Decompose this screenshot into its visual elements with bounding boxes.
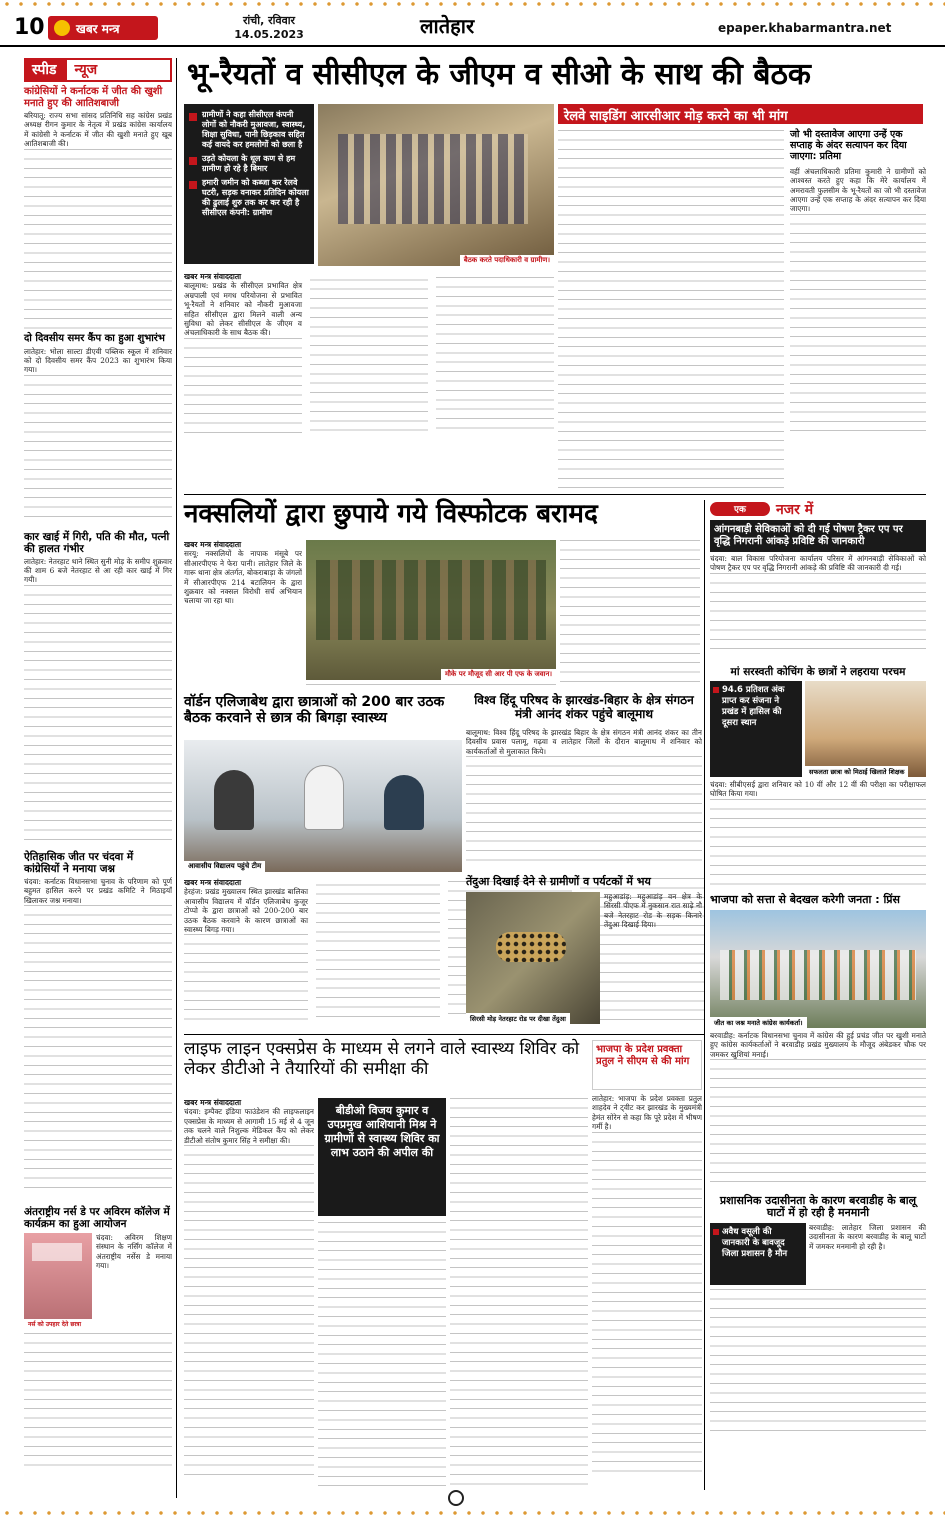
column-rule <box>176 58 177 1498</box>
nazar-item-body: चंदवा: बाल विकास परियोजना कार्यालय परिसर में आंगनबाड़ी सेविकाओं को पोषण ट्रैकर एप पर वृद्धि निगरानी आंकड़े की प्रविष्टि की जानकारी दी गई। <box>710 554 926 662</box>
nazar-label-b: नजर में <box>776 501 814 518</box>
lead-byline: खबर मन्त्र संवाददाता <box>184 272 242 281</box>
news-item-title: कार खाई में गिरी, पति की मौत, पत्नी की हालत गंभीर <box>24 530 170 555</box>
section-rule <box>184 494 926 495</box>
issue-date: 14.05.2023 <box>234 28 304 41</box>
lead-photo <box>318 104 554 266</box>
news-item-body: लातेहार: नेतरहाट थाने स्थित सुनी मोड़ के समीप शुक्रवार की शाम 6 बजे नेतरहाट से आ रही कार खाई में गिर गयी। <box>24 557 172 847</box>
city-date <box>224 13 314 41</box>
lead-bullet: ग्रामीणों ने कहा सीसीएल कंपनी लोगों को नौकरी मुआवजा, स्वास्थ्य, शिक्षा सुविधा, पानी छिड़काव सहित कई वायदे कर हमलोगों को छला है <box>189 110 309 150</box>
leopard-headline: तेंदुआ दिखाई देने से ग्रामीणों व पर्यटकों में भय <box>466 875 651 888</box>
news-item-body-cont <box>24 1333 172 1473</box>
lead-body-cont <box>558 130 784 490</box>
lead-photo-caption: बैठक करते पदाधिकारी व ग्रामीण। <box>460 255 554 266</box>
warden-byline: खबर मन्त्र संवाददाता <box>184 878 242 887</box>
bjp-body: लातेहार: भाजपा के प्रदेश प्रवक्ता प्रतुल शाहदेव ने ट्वीट कर झारखंड के मुख्यमंत्री हेमंत सोरेन से कहा कि पूरे प्रदेश में भीषण गर्मी है। <box>592 1094 702 1490</box>
speed-news-label <box>24 58 172 82</box>
sand-inset: अवैध वसूली की जानकारी के बावजूद जिला प्रशासन है मौन <box>710 1223 806 1285</box>
speed-label: स्पीड <box>24 58 65 82</box>
warden-photo-caption: आवासीय विद्यालय पहुंचे टीम <box>184 861 265 872</box>
news-item-title: ऐतिहासिक जीत पर चंदवा में कांग्रेसियों ने मनाया जश्न <box>24 850 134 875</box>
leopard-photo <box>466 892 600 1024</box>
news-label: न्यूज <box>65 58 172 82</box>
vhp-body: बालूमाथ: विश्व हिंदू परिषद के झारखंड बिहार के क्षेत्र संगठन मंत्री आनंद शंकर का तीन दिवसीय प्रवास पलामू, गढ़वा व लातेहार जिलों के दौरान बालूमाथ में शनिवार को कार्यकर्ताओं से मुलाकात किये। <box>466 728 702 873</box>
page-header <box>0 9 945 47</box>
coaching-inset: 94.6 प्रतिशत अंक प्राप्त कर संजना ने प्रखंड में हासिल की दूसरा स्थान <box>710 681 802 777</box>
congress-photo-caption: जीत का जश्न मनाते कांग्रेस कार्यकर्ता। <box>710 1017 807 1028</box>
brand-name: खबर मन्त्र <box>76 21 120 36</box>
lead-bullet: हमारी जमीन को कब्जा कर रेलवे घटरी, सड़क वनाकर प्रतिदिन कोयला की ढुलाई शुरु तक कर कर रही है सीसीएल कंपनी: ग्रामीण <box>189 178 309 218</box>
registration-mark-icon <box>448 1490 464 1506</box>
lead-side-body: वहीं अंचलाधिकारी प्रतिमा कुमारी ने ग्रामीणों को आश्वस्त करते हुए कहा कि मेरे कार्यालय में अमरावती फुलसीम के भू-रैयतों का जो भी दस्तावेज आएगा उन्हें एक सप्ताह के अंदर सत्यापन कर दिया जाएगा। <box>790 167 926 467</box>
coaching-row <box>710 681 926 777</box>
news-item-body: चंदवा: अविरम शिक्षण संस्थान के नर्सिंग कॉलेज में अंतराष्ट्रीय नर्सेस डे मनाया गया। <box>96 1232 172 1271</box>
lifeline-body: खबर मन्त्र संवाददाता चंदवा: इम्पैक्ट इंडिया फाउंडेशन की लाइफलाइन एक्सप्रेस के माध्यम से आगामी 15 मई से 4 जून तक चलने वाले निशुल्क मेडिकल कैंप को लेकर डीटीओ संतोष कुमार सिंह ने समीक्षा की। <box>184 1098 314 1490</box>
lifeline-body-cont <box>450 1098 588 1490</box>
bottom-dot-border <box>0 1509 945 1517</box>
sand-row <box>710 1223 926 1285</box>
warden-photo <box>184 740 462 872</box>
warden-body: खबर मन्त्र संवाददाता हेरहंज: प्रखंड मुख्यालय स्थित झारखंड बालिका आवासीय विद्यालय में वॉर्डन एलिजाबेथ कुजूर टोप्पो के द्वारा छात्राओं को 200-200 बार उठक बैठक करवाने के कारण छात्राओं का स्वास्थ्य बिगड़ गया। <box>184 878 704 1030</box>
nazar-item-body: बरवाडीह: कर्नाटक विधानसभा चुनाव में कांग्रेस की हुई प्रचंड जीत पर खुशी मनाते हुए कांग्रेस कार्यकर्ताओं ने बरवाडीह प्रखंड मुख्यालय के मौजूद अंबेडकर चौक पर जमकर खुशियां मनाई। <box>710 1031 926 1191</box>
lead-headline: भू-रैयतों व सीसीएल के जीएम व सीओ के साथ की बैठक <box>187 57 811 92</box>
nazar-item-title: मां सरस्वती कोचिंग के छात्रों ने लहराया परचम <box>730 666 906 678</box>
news-item-title: दो दिवसीय समर कैंप का हुआ शुभारंभ <box>24 333 165 344</box>
nazar-label <box>710 500 926 518</box>
news-item-body: बरियातू: राज्य सभा सांसद प्रतिनिधि सह कांग्रेस प्रखंड अध्यक्ष रीगन कुमार के नेतृत्व में प्रखंड कांग्रेस कार्यालय में कांग्रेसी ने कर्नाटक में जीत की खुशी मनाते हुए खूब आतिशबाजी की। <box>24 111 172 329</box>
lifeline-body-cont <box>318 1222 446 1490</box>
bjp-headline-box <box>592 1040 702 1090</box>
lifeline-headline: लाइफ लाइन एक्सप्रेस के माध्यम से लगने वाले स्वास्थ्य शिविर को लेकर डीटीओ ने तैयारियों की समीक्षा की <box>184 1039 580 1079</box>
news-item-title: अंतराष्ट्रीय नर्स डे पर अविरम कॉलेज में कार्यक्रम का हुआ आयोजन <box>24 1205 170 1230</box>
lead-sub-banner: रेलवे साइडिंग आरसीआर मोड़ करने का भी मांग <box>558 104 923 124</box>
explosives-photo <box>306 540 556 680</box>
section-rule <box>184 1034 704 1035</box>
lead-side-head: जो भी दस्तावेज आएगा उन्हें एक सप्ताह के अंदर सत्यापन कर दिया जाएगा: प्रतिमा <box>790 129 907 162</box>
nurse-day-row <box>24 1233 172 1329</box>
vhp-headline: विश्व हिंदू परिषद के झारखंड-बिहार के क्षेत्र संगठन मंत्री आनंद शंकर पहुंचे बालूमाथ <box>474 693 694 721</box>
nazar-item-title: भाजपा को सत्ता से बेदखल करेगी जनता : प्रिंस <box>710 893 900 907</box>
nazar-item-body-cont <box>710 1289 926 1439</box>
congress-photo <box>710 910 926 1028</box>
nurse-photo: नर्स को उपहार देते छात्रा <box>24 1233 92 1329</box>
explosives-byline: खबर मन्त्र संवाददाता <box>184 540 242 549</box>
lead-bullet: उड़ते कोयला के धूल कण से हम ग्रामीण हो रहे है बिमार <box>189 154 309 174</box>
lifeline-pull-quote: बीडीओ विजय कुमार व उपप्रमुख आशियानी मिश्र ने ग्रामीणों से स्वास्थ्य शिविर का लाभ उठाने की अपील की <box>318 1098 446 1216</box>
column-rule <box>704 500 705 1490</box>
lead-body: खबर मन्त्र संवाददाता बालूमाथ: प्रखंड के सीसीएल प्रभावित क्षेत्र अम्रपाली एवं मगध परियोजना से प्रभावित भू-रैयतों ने शनिवार को नौकरी मुआवजा सहित सीसीएल द्वारा मिलने वाली अन्य सुविधा को लेकर सीसीएल के जीएम व अंचलाधिकारी के साथ बैठक की। <box>184 272 554 490</box>
leopard-body: महुआडांड़: महुआडांड़ वन क्षेत्र के सिरसी पीएफ में नुकसान रात साढ़े नौ बजे नेतरहाट रोड के सड़क किनारे तेंदुआ दिखाई दिया। <box>604 892 702 930</box>
news-item-body: चंदवा: कर्नाटक विधानसभा चुनाव के परिणाम को पूर्ण बहुमत हासिल करने पर प्रखंड कमिटि ने मिठाइयाँ खिलाकर जश्न मनाया। <box>24 877 172 1202</box>
explosives-photo-caption: मौके पर मौजूद सी आर पी एफ के जवान। <box>441 669 556 680</box>
nazar-item-body: बरवाडीह: लातेहार जिला प्रशासन की उदासीनता के कारण बरवाडीह के बालू घाटों में जमकर मनमानी हो रही है। <box>809 1222 926 1251</box>
speed-news-column <box>24 58 172 1498</box>
lead-side-box <box>790 130 926 490</box>
nazar-item-title: आंगनबाड़ी सेविकाओं को दी गई पोषण ट्रैकर एप पर वृद्धि निगरानी आंकड़े प्रविष्टि की जानकारी <box>710 520 926 552</box>
page-number: 10 <box>14 15 45 40</box>
warden-headline: वॉर्डन एलिजाबेथ द्वारा छात्राओं को 200 बार उठक बैठक करवाने से छात्र की बिगड़ा स्वास्थ्य <box>184 694 445 727</box>
coaching-photo <box>805 681 926 777</box>
nazar-column <box>710 500 926 1490</box>
news-item-title: कांग्रेसियों ने कर्नाटक में जीत की खुशी मनाते हुए की आतिशबाजी <box>24 86 163 109</box>
news-item-body: लातेहार: भोला साल्टा डीएवी पब्लिक स्कूल में शनिवार को दो दिवसीय समर कैंप 2023 का शुभारंभ किया गया। <box>24 347 172 527</box>
nazar-item-body: चंदवा: सीबीएसई द्वारा शनिवार को 10 वीं और 12 वीं की परीक्षा का परीक्षाफल घोषित किया गया। <box>710 780 926 890</box>
leopard-photo-caption: सिरसी मोड़ नेतरहाट रोड पर दीखा तेंदुआ <box>466 1013 570 1024</box>
explosives-body-cont <box>306 684 556 690</box>
explosives-body: खबर मन्त्र संवाददाता सरयू: नक्सलियों के नापाक मंसूबे पर सीआरपीएफ ने फेरा पानी। लातेहार जिले के गारू थाना क्षेत्र अंतर्गत, बोकराबाड़ा के जंगलों में सीआरपीएफ 214 बटालियन के द्वारा शुक्रवार को नक्सल विरोधी सर्च अभियान चलाया जा रहा था। <box>184 540 302 606</box>
coaching-photo-caption: सफलता छात्रा को मिठाई खिलाते शिक्षक <box>805 766 908 777</box>
section-title: लातेहार <box>420 14 475 38</box>
explosives-body-cont <box>560 540 700 690</box>
brand-icon <box>54 20 70 36</box>
lifeline-byline: खबर मन्त्र संवाददाता <box>184 1098 242 1107</box>
nazar-item-title: प्रशासनिक उदासीनता के कारण बरवाडीह के बालू घाटों में हो रही है मनमानी <box>719 1193 917 1220</box>
top-dot-border <box>0 0 945 8</box>
bjp-headline: भाजपा के प्रदेश प्रवक्ता प्रतुल ने सीएम से की मांग <box>596 1044 690 1067</box>
explosives-headline: नक्सलियों द्वारा छुपाये गये विस्फोटक बरामद <box>184 499 598 529</box>
lead-bullets <box>184 104 314 264</box>
city-day: रांची, रविवार <box>242 14 296 27</box>
nazar-label-a: एक <box>710 502 770 516</box>
epaper-url[interactable]: epaper.khabarmantra.net <box>718 21 892 35</box>
brand-logo <box>48 16 158 40</box>
